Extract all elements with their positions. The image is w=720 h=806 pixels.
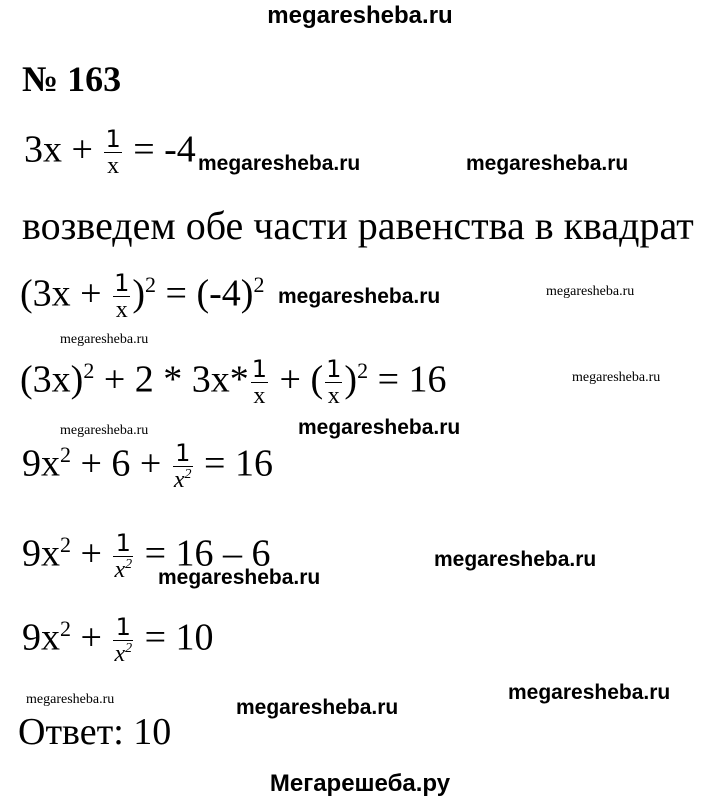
equation-line-4 xyxy=(22,440,273,494)
expr: = -4 xyxy=(123,128,196,171)
exponent: 2 xyxy=(60,531,71,557)
watermark: megaresheba.ru xyxy=(546,284,635,299)
exponent: 2 xyxy=(83,357,95,383)
numerator: 1 xyxy=(105,125,121,153)
equation-line-3 xyxy=(20,356,447,410)
watermark: megaresheba.ru xyxy=(298,416,461,439)
equation-line-2 xyxy=(20,270,264,324)
denominator: x xyxy=(115,297,128,324)
numerator: 1 xyxy=(173,440,193,467)
exponent: 2 xyxy=(253,271,265,297)
fraction xyxy=(113,270,130,324)
watermark: megaresheba.ru xyxy=(434,548,597,571)
denominator xyxy=(113,641,133,667)
fraction xyxy=(113,530,133,584)
watermark xyxy=(508,681,670,705)
den-base: x xyxy=(173,467,185,494)
watermark: megaresheba.ru xyxy=(60,423,149,438)
site-footer[interactable]: Мегарешеба.ру xyxy=(269,770,451,797)
equation-line-6 xyxy=(22,614,214,668)
equation-line-1 xyxy=(24,126,196,180)
exponent: 2 xyxy=(60,615,71,641)
expr: 3x + xyxy=(24,128,103,171)
expr: ) xyxy=(344,358,358,401)
den-base: x xyxy=(114,641,126,668)
denominator xyxy=(113,557,133,583)
watermark: megaresheba.ru xyxy=(572,370,661,385)
watermark xyxy=(236,696,398,720)
watermark: megaresheba.ru xyxy=(60,332,149,347)
site-header[interactable]: megaresheba.ru xyxy=(267,2,453,29)
watermark: megaresheba.ru xyxy=(158,566,321,589)
denominator: x xyxy=(253,383,266,410)
den-exponent: 2 xyxy=(125,641,133,657)
expr: = (-4) xyxy=(156,272,254,315)
expr: (3x + xyxy=(20,272,112,315)
numerator: 1 xyxy=(114,269,130,297)
watermark: megaresheba.ru xyxy=(198,152,361,175)
exponent: 2 xyxy=(145,271,157,297)
fraction xyxy=(104,126,121,180)
exponent: 2 xyxy=(357,357,369,383)
watermark-text: megaresheba.ru xyxy=(508,681,671,704)
denominator xyxy=(173,467,193,493)
numerator: 1 xyxy=(251,355,268,383)
fraction xyxy=(173,440,193,494)
denominator: x xyxy=(107,153,120,180)
exponent: 2 xyxy=(60,441,71,467)
watermark: megaresheba.ru xyxy=(26,692,115,707)
answer-text: Ответ: 10 xyxy=(18,711,172,753)
watermark: megaresheba.ru xyxy=(466,152,629,175)
fraction xyxy=(325,356,342,410)
expr: (3x) xyxy=(20,358,84,401)
numerator: 1 xyxy=(113,530,133,557)
expr: 9x xyxy=(22,616,60,659)
watermark: megaresheba.ru xyxy=(278,285,441,308)
expr: = 16 – 6 xyxy=(135,532,271,575)
denominator: x xyxy=(327,383,340,410)
instruction-text: возведем обе части равенства в квадрат xyxy=(22,203,694,248)
expr: = 10 xyxy=(135,616,214,659)
fraction xyxy=(251,356,268,410)
expr: + xyxy=(71,616,112,659)
expr: ) xyxy=(132,272,146,315)
den-base: x xyxy=(114,557,126,584)
den-exponent: 2 xyxy=(184,467,192,483)
numerator: 1 xyxy=(113,614,133,641)
expr: + xyxy=(71,532,112,575)
expr: 9x xyxy=(22,532,60,575)
expr: + ( xyxy=(270,358,324,401)
expr: 9x xyxy=(22,442,60,485)
task-number: № 163 xyxy=(22,59,122,99)
numerator: 1 xyxy=(326,355,342,383)
fraction xyxy=(113,614,133,668)
den-exponent: 2 xyxy=(125,557,133,573)
expr: = 16 xyxy=(368,358,447,401)
expr: + 6 + xyxy=(71,442,171,485)
expr: + 2 * 3x* xyxy=(94,358,249,401)
watermark-text: megaresheba.ru xyxy=(236,696,399,719)
expr: = 16 xyxy=(194,442,273,485)
